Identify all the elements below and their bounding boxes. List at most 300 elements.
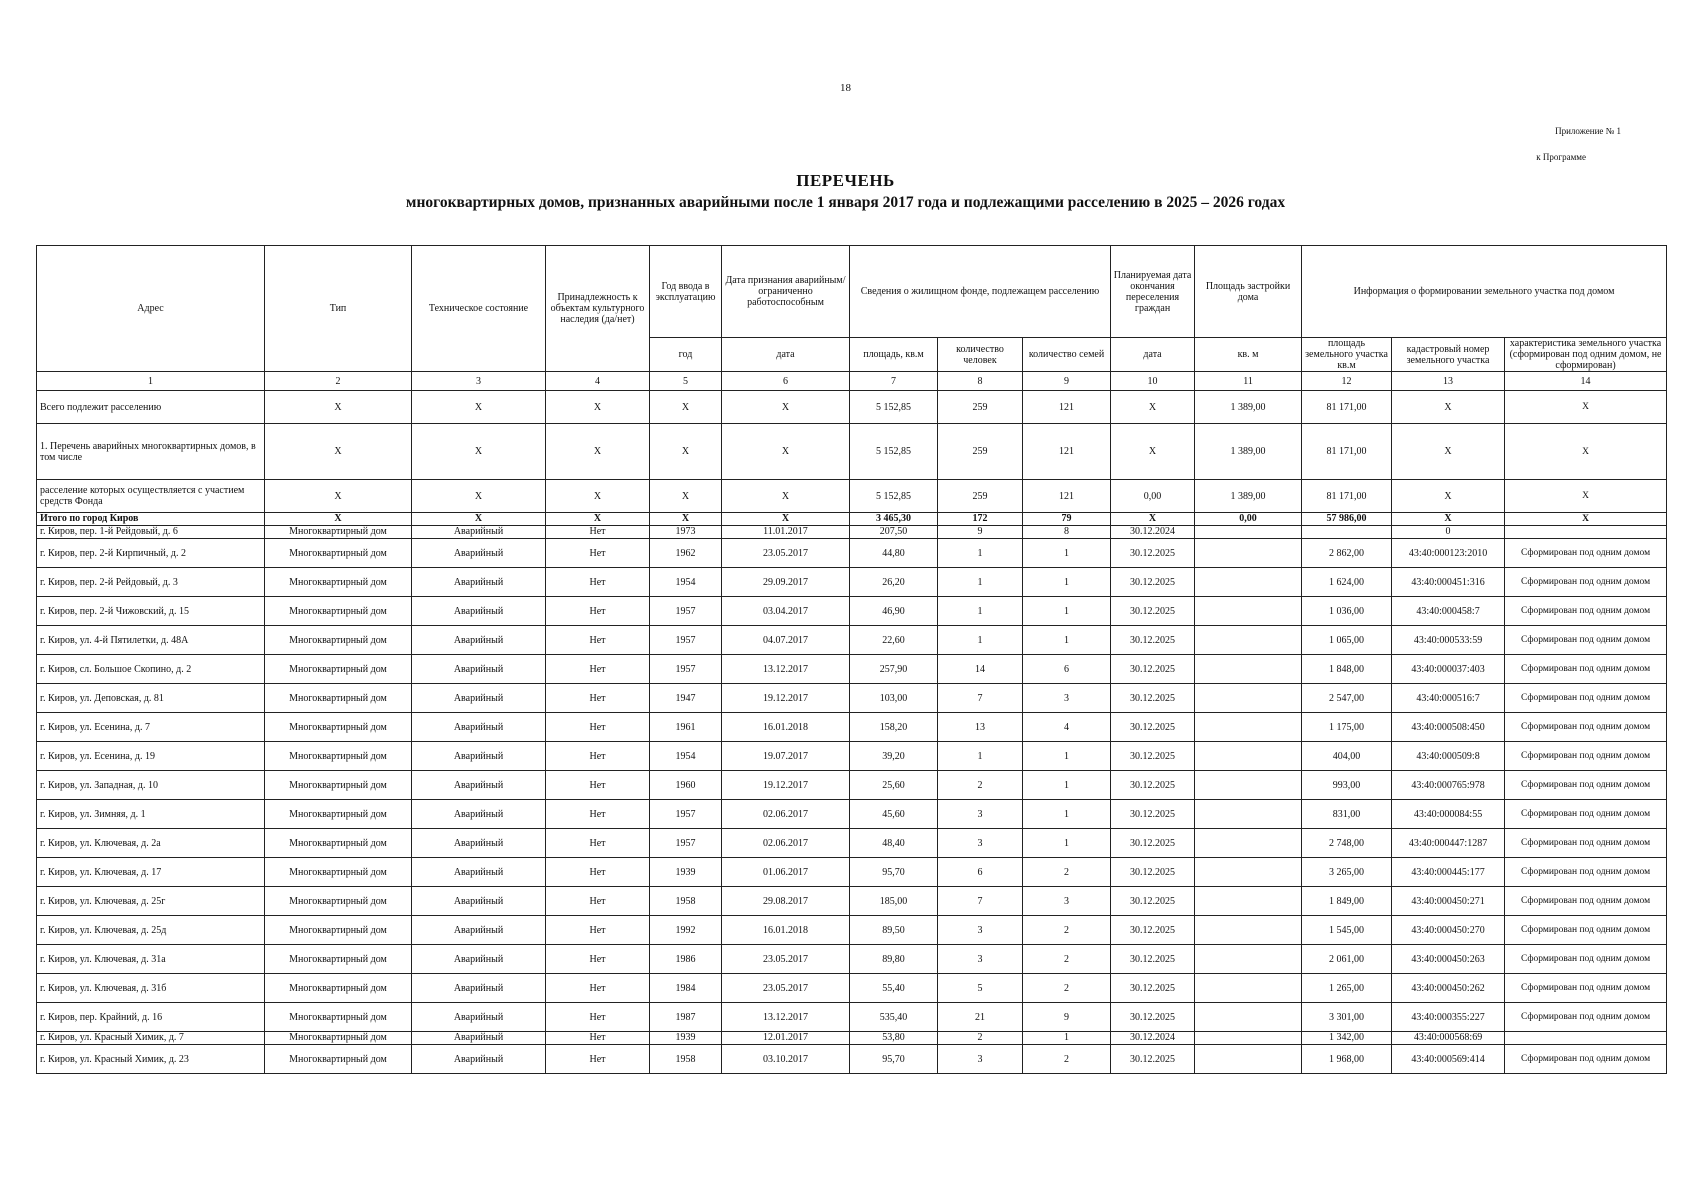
table-cell: Аварийный [412, 626, 546, 655]
table-cell: 1957 [650, 626, 722, 655]
table-cell [1195, 539, 1302, 568]
table-cell: Нет [546, 974, 650, 1003]
document-subtitle: многоквартирных домов, признанных аварийными после 1 января 2017 года и подлежащими расселению в 2025 – 2026 годах [405, 194, 1286, 211]
table-row [37, 626, 1667, 655]
header-land-info: Информация о формировании земельного участка под домом [1302, 246, 1667, 338]
table-row [37, 597, 1667, 626]
table-cell: Сформирован под одним домом [1505, 974, 1667, 1003]
table-row [37, 858, 1667, 887]
table-cell: 30.12.2025 [1111, 742, 1195, 771]
col-number: 10 [1111, 372, 1195, 391]
table-cell: 1 545,00 [1302, 916, 1392, 945]
table-cell: X [1505, 391, 1667, 424]
table-cell: X [722, 391, 850, 424]
table-cell: 6 [938, 858, 1023, 887]
table-cell: Аварийный [412, 568, 546, 597]
table-cell: 5 152,85 [850, 424, 938, 480]
table-cell [1195, 800, 1302, 829]
table-cell: Аварийный [412, 945, 546, 974]
header-heritage: Принадлежность к объектам культурного наследия (да/нет) [546, 246, 650, 372]
table-cell [1195, 597, 1302, 626]
table-cell: Аварийный [412, 539, 546, 568]
table-cell: Аварийный [412, 916, 546, 945]
table-cell: X [650, 424, 722, 480]
table-cell: 29.09.2017 [722, 568, 850, 597]
table-cell: Нет [546, 742, 650, 771]
table-cell: 1 389,00 [1195, 391, 1302, 424]
table-cell: 43:40:000084:55 [1392, 800, 1505, 829]
table-cell: г. Киров, ул. Ключевая, д. 17 [37, 858, 265, 887]
table-cell: 30.12.2025 [1111, 539, 1195, 568]
table-cell [1195, 742, 1302, 771]
table-cell: 95,70 [850, 858, 938, 887]
housing-register-table [36, 245, 1667, 1074]
table-cell: 55,40 [850, 974, 938, 1003]
table-cell: 121 [1023, 424, 1111, 480]
table-cell: 21 [938, 1003, 1023, 1032]
table-cell: 2 [1023, 858, 1111, 887]
table-cell: 30.12.2025 [1111, 916, 1195, 945]
table-cell: 19.12.2017 [722, 684, 850, 713]
table-cell: X [1111, 391, 1195, 424]
table-cell: 1 [1023, 800, 1111, 829]
table-cell: 1 [1023, 597, 1111, 626]
table-cell: 14 [938, 655, 1023, 684]
table-cell: 16.01.2018 [722, 916, 850, 945]
table-cell: 1 065,00 [1302, 626, 1392, 655]
table-cell: г. Киров, ул. 4-й Пятилетки, д. 48А [37, 626, 265, 655]
col-number: 11 [1195, 372, 1302, 391]
table-cell [1195, 655, 1302, 684]
table-cell: 30.12.2025 [1111, 771, 1195, 800]
table-row [37, 655, 1667, 684]
table-row [37, 945, 1667, 974]
header-year-built: Год ввода в эксплуатацию [650, 246, 722, 338]
table-cell [1195, 568, 1302, 597]
table-cell: 30.12.2025 [1111, 974, 1195, 1003]
unit-date: дата [722, 338, 850, 372]
table-cell: 8 [1023, 526, 1111, 539]
table-cell: 43:40:000533:59 [1392, 626, 1505, 655]
table-cell: г. Киров, пер. 2-й Чижовский, д. 15 [37, 597, 265, 626]
table-cell [1195, 626, 1302, 655]
table-cell: г. Киров, ул. Есенина, д. 7 [37, 713, 265, 742]
table-cell: Многоквартирный дом [265, 626, 412, 655]
table-cell: 30.12.2025 [1111, 1045, 1195, 1074]
table-cell: X [412, 513, 546, 526]
table-cell: Сформирован под одним домом [1505, 713, 1667, 742]
appendix-label: Приложение № 1 [1555, 126, 1621, 136]
table-cell: 01.06.2017 [722, 858, 850, 887]
table-cell: 993,00 [1302, 771, 1392, 800]
table-cell: Многоквартирный дом [265, 887, 412, 916]
table-cell: 30.12.2025 [1111, 626, 1195, 655]
table-cell: 43:40:000447:1287 [1392, 829, 1505, 858]
table-cell: Нет [546, 1032, 650, 1045]
table-cell: 13 [938, 713, 1023, 742]
table-cell: 2 547,00 [1302, 684, 1392, 713]
table-cell: 46,90 [850, 597, 938, 626]
col-number: 5 [650, 372, 722, 391]
table-cell [1195, 887, 1302, 916]
table-cell: Аварийный [412, 742, 546, 771]
table-cell: X [1392, 391, 1505, 424]
table-cell: 04.07.2017 [722, 626, 850, 655]
table-cell [1195, 526, 1302, 539]
table-body [37, 391, 1667, 1074]
table-cell [1195, 1003, 1302, 1032]
table-cell: 23.05.2017 [722, 974, 850, 1003]
table-row [37, 916, 1667, 945]
table-cell: Аварийный [412, 713, 546, 742]
table-cell: X [546, 513, 650, 526]
table-cell: 185,00 [850, 887, 938, 916]
table-cell: Нет [546, 1003, 650, 1032]
table-cell: 1958 [650, 1045, 722, 1074]
table-cell: 95,70 [850, 1045, 938, 1074]
table-cell: 25,60 [850, 771, 938, 800]
table-cell: Сформирован под одним домом [1505, 1045, 1667, 1074]
table-cell: Нет [546, 829, 650, 858]
table-cell: 158,20 [850, 713, 938, 742]
table-cell: 1 [1023, 771, 1111, 800]
table-row [37, 1045, 1667, 1074]
table-cell: г. Киров, пер. 2-й Кирпичный, д. 2 [37, 539, 265, 568]
table-cell: 121 [1023, 480, 1111, 513]
table-cell: 1947 [650, 684, 722, 713]
table-cell: 16.01.2018 [722, 713, 850, 742]
table-cell: 43:40:000765:978 [1392, 771, 1505, 800]
table-cell: Нет [546, 568, 650, 597]
table-cell: 03.10.2017 [722, 1045, 850, 1074]
table-cell: 30.12.2024 [1111, 1032, 1195, 1045]
city-total-row [37, 513, 1667, 526]
col-number: 6 [722, 372, 850, 391]
table-cell: 1 342,00 [1302, 1032, 1392, 1045]
table-cell: 79 [1023, 513, 1111, 526]
table-cell: 1973 [650, 526, 722, 539]
table-cell: 30.12.2025 [1111, 713, 1195, 742]
table-cell: 3 [938, 916, 1023, 945]
table-cell [1195, 916, 1302, 945]
table-cell: X [1505, 480, 1667, 513]
table-cell [1195, 684, 1302, 713]
table-cell: г. Киров, ул. Ключевая, д. 31а [37, 945, 265, 974]
table-cell: Многоквартирный дом [265, 974, 412, 1003]
table-cell: Итого по город Киров [37, 513, 265, 526]
table-cell: г. Киров, ул. Деповская, д. 81 [37, 684, 265, 713]
table-cell: 4 [1023, 713, 1111, 742]
table-cell: 1984 [650, 974, 722, 1003]
table-cell: г. Киров, пер. 2-й Рейдовый, д. 3 [37, 568, 265, 597]
table-cell: 1954 [650, 568, 722, 597]
table-cell: 30.12.2025 [1111, 1003, 1195, 1032]
table-cell: X [265, 480, 412, 513]
table-cell: Аварийный [412, 887, 546, 916]
table-cell: 2 [1023, 945, 1111, 974]
table-cell: X [1505, 513, 1667, 526]
unit-area: площадь, кв.м [850, 338, 938, 372]
table-cell: X [650, 513, 722, 526]
table-cell: X [412, 391, 546, 424]
table-cell: 23.05.2017 [722, 945, 850, 974]
table-row [37, 539, 1667, 568]
table-cell [1195, 771, 1302, 800]
table-cell: 1987 [650, 1003, 722, 1032]
table-cell: 43:40:000458:7 [1392, 597, 1505, 626]
table-cell [1195, 1045, 1302, 1074]
table-cell: 12.01.2017 [722, 1032, 850, 1045]
table-header [37, 246, 1667, 391]
table-cell: Аварийный [412, 800, 546, 829]
table-cell: Аварийный [412, 597, 546, 626]
table-cell: 0,00 [1195, 513, 1302, 526]
header-land-area: площадь земельного участка кв.м [1302, 338, 1392, 372]
table-cell: 1 [1023, 626, 1111, 655]
table-cell: г. Киров, ул. Ключевая, д. 25г [37, 887, 265, 916]
summary-row [37, 424, 1667, 480]
table-cell: 172 [938, 513, 1023, 526]
table-cell: X [1111, 424, 1195, 480]
header-condition: Техническое состояние [412, 246, 546, 372]
table-cell: 1992 [650, 916, 722, 945]
table-cell: Аварийный [412, 526, 546, 539]
table-cell: 3 465,30 [850, 513, 938, 526]
table-cell [1195, 974, 1302, 1003]
table-cell: Нет [546, 526, 650, 539]
table-cell: X [1392, 424, 1505, 480]
table-cell: Многоквартирный дом [265, 568, 412, 597]
table-cell: X [1111, 513, 1195, 526]
table-cell: 43:40:000450:270 [1392, 916, 1505, 945]
table-cell: Аварийный [412, 1045, 546, 1074]
table-cell: Сформирован под одним домом [1505, 858, 1667, 887]
table-cell: Многоквартирный дом [265, 526, 412, 539]
table-cell: 1 849,00 [1302, 887, 1392, 916]
table-cell: г. Киров, ул. Есенина, д. 19 [37, 742, 265, 771]
table-cell: 1 [938, 568, 1023, 597]
table-cell: 1 389,00 [1195, 424, 1302, 480]
table-cell: Сформирован под одним домом [1505, 684, 1667, 713]
table-cell: 207,50 [850, 526, 938, 539]
table-cell: 1 [938, 626, 1023, 655]
header-built-area: Площадь застройки дома [1195, 246, 1302, 338]
table-cell: 5 152,85 [850, 480, 938, 513]
table-cell: г. Киров, пер. Крайний, д. 16 [37, 1003, 265, 1032]
table-cell: Всего подлежит расселению [37, 391, 265, 424]
table-cell: 121 [1023, 391, 1111, 424]
table-cell: 1957 [650, 597, 722, 626]
table-cell: 30.12.2025 [1111, 887, 1195, 916]
table-cell: г. Киров, пер. 1-й Рейдовый, д. 6 [37, 526, 265, 539]
table-cell: Сформирован под одним домом [1505, 916, 1667, 945]
table-cell: Сформирован под одним домом [1505, 742, 1667, 771]
table-cell: 30.12.2025 [1111, 829, 1195, 858]
unit-families: количество семей [1023, 338, 1111, 372]
table-cell: Сформирован под одним домом [1505, 771, 1667, 800]
header-land-char: характеристика земельного участка (сформирован под одним домом, не сформирован) [1505, 338, 1667, 372]
table-cell: г. Киров, ул. Ключевая, д. 31б [37, 974, 265, 1003]
table-cell: Сформирован под одним домом [1505, 655, 1667, 684]
table-cell [1505, 1032, 1667, 1045]
header-address: Адрес [37, 246, 265, 372]
table-cell: Нет [546, 684, 650, 713]
table-cell: 30.12.2025 [1111, 568, 1195, 597]
col-number: 9 [1023, 372, 1111, 391]
table-cell: 23.05.2017 [722, 539, 850, 568]
table-cell: 57 986,00 [1302, 513, 1392, 526]
table-cell: 19.12.2017 [722, 771, 850, 800]
table-cell: 259 [938, 424, 1023, 480]
table-cell: Многоквартирный дом [265, 829, 412, 858]
table-cell: Многоквартирный дом [265, 1003, 412, 1032]
table-cell: 43:40:000450:262 [1392, 974, 1505, 1003]
table-row [37, 800, 1667, 829]
table-cell: Нет [546, 597, 650, 626]
table-row [37, 829, 1667, 858]
table-cell: Аварийный [412, 829, 546, 858]
table-cell: 43:40:000508:450 [1392, 713, 1505, 742]
table-cell: 6 [1023, 655, 1111, 684]
table-cell: 26,20 [850, 568, 938, 597]
table-cell: 1 [1023, 539, 1111, 568]
table-cell: 81 171,00 [1302, 480, 1392, 513]
table-cell: 1939 [650, 1032, 722, 1045]
table-cell: Сформирован под одним домом [1505, 568, 1667, 597]
summary-row [37, 480, 1667, 513]
table-cell: г. Киров, ул. Ключевая, д. 2а [37, 829, 265, 858]
table-cell: X [412, 480, 546, 513]
table-cell: Сформирован под одним домом [1505, 887, 1667, 916]
table-cell: 7 [938, 684, 1023, 713]
table-cell: 29.08.2017 [722, 887, 850, 916]
table-cell: 535,40 [850, 1003, 938, 1032]
table-cell: 30.12.2025 [1111, 945, 1195, 974]
table-cell: Сформирован под одним домом [1505, 626, 1667, 655]
table-cell: 43:40:000445:177 [1392, 858, 1505, 887]
table-cell: 1 [1023, 568, 1111, 597]
table-cell: 1 036,00 [1302, 597, 1392, 626]
table-cell: Многоквартирный дом [265, 800, 412, 829]
table-cell: 43:40:000509:8 [1392, 742, 1505, 771]
table-cell: 3 [1023, 684, 1111, 713]
table-cell: 3 [938, 945, 1023, 974]
table-cell: 43:40:000568:69 [1392, 1032, 1505, 1045]
table-cell: X [722, 424, 850, 480]
table-cell: 13.12.2017 [722, 655, 850, 684]
table-cell: 3 265,00 [1302, 858, 1392, 887]
table-cell: 43:40:000451:316 [1392, 568, 1505, 597]
table-cell: Многоквартирный дом [265, 916, 412, 945]
table-cell: Сформирован под одним домом [1505, 945, 1667, 974]
table-cell: 81 171,00 [1302, 391, 1392, 424]
table-row [37, 742, 1667, 771]
header-fund-info: Сведения о жилищном фонде, подлежащем расселению [850, 246, 1111, 338]
table-cell: Многоквартирный дом [265, 771, 412, 800]
table-cell: 9 [1023, 1003, 1111, 1032]
table-cell: Многоквартирный дом [265, 858, 412, 887]
table-cell: 259 [938, 391, 1023, 424]
table-cell: 1957 [650, 800, 722, 829]
header-planned-date: Планируемая дата окончания переселения граждан [1111, 246, 1195, 338]
table-cell: Нет [546, 945, 650, 974]
table-cell: 3 [938, 829, 1023, 858]
header-type: Тип [265, 246, 412, 372]
column-number-row [37, 372, 1667, 391]
table-cell: г. Киров, ул. Западная, д. 10 [37, 771, 265, 800]
summary-row [37, 391, 1667, 424]
table-cell: 3 [1023, 887, 1111, 916]
table-cell: Многоквартирный дом [265, 684, 412, 713]
table-cell: г. Киров, ул. Красный Химик, д. 7 [37, 1032, 265, 1045]
table-cell: Нет [546, 916, 650, 945]
table-cell: Многоквартирный дом [265, 597, 412, 626]
table-cell: X [650, 480, 722, 513]
header-date-recognized: Дата признания аварийным/ограниченно работоспособным [722, 246, 850, 338]
table-cell: Многоквартирный дом [265, 1045, 412, 1074]
table-cell: X [722, 480, 850, 513]
table-cell: Нет [546, 800, 650, 829]
table-cell: 1 624,00 [1302, 568, 1392, 597]
table-cell: 48,40 [850, 829, 938, 858]
table-cell: X [1392, 480, 1505, 513]
table-cell: Аварийный [412, 858, 546, 887]
table-cell: г. Киров, ул. Красный Химик, д. 23 [37, 1045, 265, 1074]
table-cell: 1 [1023, 1032, 1111, 1045]
table-cell: 44,80 [850, 539, 938, 568]
table-cell: X [1505, 424, 1667, 480]
table-cell: X [265, 424, 412, 480]
table-cell: Многоквартирный дом [265, 945, 412, 974]
table-cell [1195, 1032, 1302, 1045]
table-cell: 13.12.2017 [722, 1003, 850, 1032]
table-cell [1505, 526, 1667, 539]
table-cell: расселение которых осуществляется с участием средств Фонда [37, 480, 265, 513]
table-cell: 2 [1023, 974, 1111, 1003]
table-cell: 02.06.2017 [722, 800, 850, 829]
table-cell: 2 [1023, 916, 1111, 945]
table-cell: Аварийный [412, 655, 546, 684]
table-row [37, 1032, 1667, 1045]
table-cell: Сформирован под одним домом [1505, 597, 1667, 626]
table-cell: 2 [938, 1032, 1023, 1045]
table-cell: 831,00 [1302, 800, 1392, 829]
table-cell [1195, 829, 1302, 858]
table-row [37, 713, 1667, 742]
table-row [37, 526, 1667, 539]
table-cell: Нет [546, 539, 650, 568]
table-row [37, 684, 1667, 713]
table-cell: Многоквартирный дом [265, 655, 412, 684]
table-cell [1195, 858, 1302, 887]
table-cell: Сформирован под одним домом [1505, 1003, 1667, 1032]
table-cell: Сформирован под одним домом [1505, 829, 1667, 858]
table-cell: X [722, 513, 850, 526]
table-cell: 19.07.2017 [722, 742, 850, 771]
table-cell: 81 171,00 [1302, 424, 1392, 480]
table-cell: 1 [938, 597, 1023, 626]
table-cell: 1 848,00 [1302, 655, 1392, 684]
table-cell: 43:40:000516:7 [1392, 684, 1505, 713]
table-cell: 02.06.2017 [722, 829, 850, 858]
table-cell: Нет [546, 713, 650, 742]
table-cell: 43:40:000123:2010 [1392, 539, 1505, 568]
table-cell: 103,00 [850, 684, 938, 713]
unit-date-planned: дата [1111, 338, 1195, 372]
table-cell: 5 [938, 974, 1023, 1003]
col-number: 3 [412, 372, 546, 391]
table-row [37, 771, 1667, 800]
